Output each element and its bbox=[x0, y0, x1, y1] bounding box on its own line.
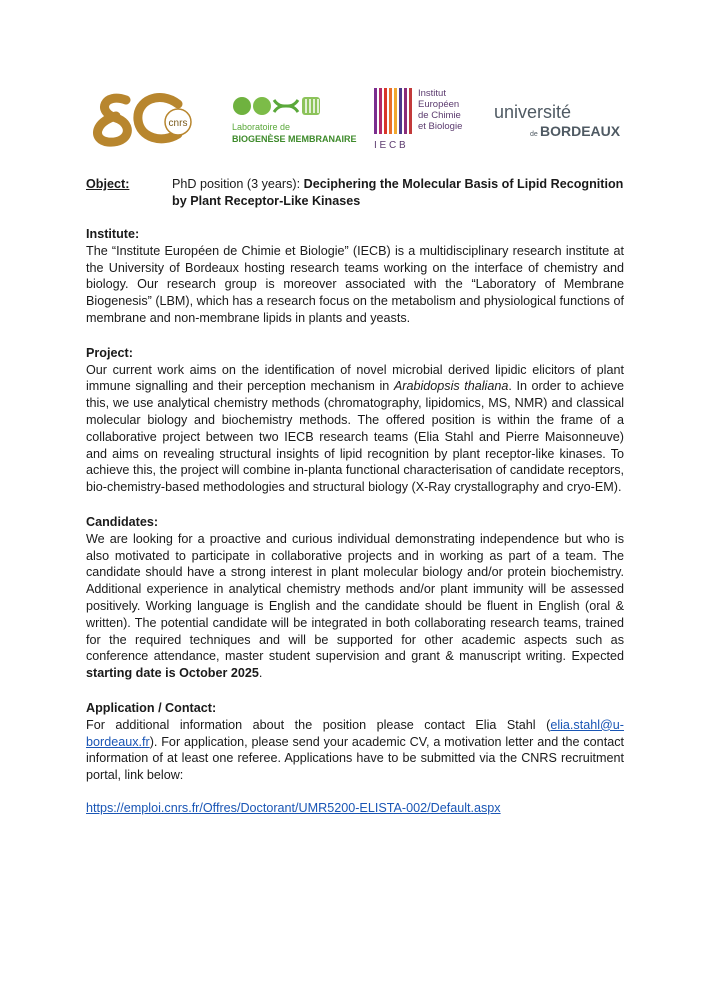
iecb-bars bbox=[374, 88, 412, 134]
object-label: Object: bbox=[86, 177, 130, 191]
cnrs-text: cnrs bbox=[168, 118, 188, 129]
cnrs-logo bbox=[86, 86, 196, 148]
application-text-b: ). For application, please send your academic CV, a motivation letter and the contact information of at least one referee. Applications have to be submitted via the CNRS recruitment portal, link below: bbox=[86, 734, 624, 783]
lbm-emblem bbox=[233, 97, 320, 115]
logo-bar bbox=[86, 86, 626, 156]
institute-heading: Institute: bbox=[86, 227, 140, 241]
project-paragraph bbox=[86, 362, 624, 496]
ub-line2: BORDEAUX bbox=[540, 123, 621, 139]
document-body bbox=[86, 172, 624, 817]
application-heading: Application / Contact: bbox=[86, 700, 217, 715]
project-text-b: . In order to achieve this, we use analytical chemistry methods (chromatography, lipidomics, MS, NMR) and classical molecular biology and biochemistry methods. The offered position is within the frame of a collaborative project between two IECB research teams (Elia Stahl and Pierre Maisonneuve) and aims on revealing structural insights of lipid recognition by plant receptor-like kinases. To achieve this, the project will combine in-planta functional characterisation of candidate receptors, bio-chemistry-based methodologies and structural biology (X-Ray crystallography and cryo-EM). bbox=[86, 379, 625, 495]
object-text bbox=[172, 176, 624, 210]
candidates-end: . bbox=[258, 666, 263, 681]
lbm-line2: BIOGENÈSE MEMBRANAIRE bbox=[232, 134, 357, 144]
iecb-line4: et Biologie bbox=[418, 121, 463, 132]
ub-line1: université bbox=[494, 102, 572, 122]
application-text-a: For additional information about the position please contact Elia Stahl ( bbox=[86, 717, 551, 732]
institute-section bbox=[86, 226, 624, 327]
project-text-a: Our current work aims on the identification of novel microbial derived lipidic elicitors of plant immune signalling and their perception mechanism in bbox=[86, 362, 624, 394]
candidates-text: We are looking for a proactive and curious individual demonstrating independence but who is also motivated to participate in collaborative projects and in working as part of a team. The candidate should have a strong interest in plant molecular biology and/or protein biochemistry. Additional experience in analytical chemistry methods and/or plant immunity will be assessed positively. Working language is English and the candidate should be fluent in English (oral & written). The potential candidate will be integrated in both collaborating research teams, trained for the required techniques and will be supported for other academic aspects such as conference attendance, master student supervision and grant & manuscript writing. Expected bbox=[86, 531, 624, 664]
iecb-line1: Institut bbox=[418, 88, 446, 99]
candidates-section bbox=[86, 514, 624, 682]
candidates-start-date: starting date is October 2025 bbox=[86, 666, 259, 681]
lbm-line1: Laboratoire de bbox=[232, 122, 291, 132]
application-url-line bbox=[86, 800, 624, 817]
lbm-logo bbox=[232, 92, 357, 150]
iecb-logo bbox=[374, 86, 484, 152]
institute-paragraph: The “Institute Européen de Chimie et Biologie” (IECB) is a multidisciplinary research institute at the University of Bordeaux hosting research teams working on the interface of chemistry and biology. Our research group is moreover associated with the “Laboratory of Membrane Biogenesis” (LBM), which has a research focus on the metabolism and physiological functions of membrane and non-membrane lipids in plants and yeasts. bbox=[86, 243, 624, 325]
object-title: Deciphering the Molecular Basis of Lipid Recognition by Plant Receptor-Like Kinases bbox=[172, 177, 624, 208]
application-section bbox=[86, 700, 624, 817]
candidates-heading: Candidates: bbox=[86, 514, 159, 529]
object-prefix: PhD position (3 years): bbox=[172, 177, 304, 191]
iecb-abbr: I E C B bbox=[374, 140, 406, 151]
universite-bordeaux-logo bbox=[494, 102, 626, 142]
contact-email-link[interactable]: elia.stahl@u-bordeaux.fr bbox=[86, 717, 624, 749]
recruitment-portal-link[interactable]: https://emploi.cnrs.fr/Offres/Doctorant/UMR5200-ELISTA-002/Default.aspx bbox=[86, 800, 501, 815]
candidates-paragraph bbox=[86, 531, 624, 682]
ub-line2-prefix: de bbox=[530, 131, 538, 138]
application-paragraph bbox=[86, 717, 624, 784]
project-section bbox=[86, 345, 624, 496]
project-heading: Project: bbox=[86, 345, 133, 360]
project-species: Arabidopsis thaliana bbox=[393, 379, 509, 394]
object-row bbox=[86, 172, 624, 208]
iecb-line3: de Chimie bbox=[418, 110, 461, 121]
iecb-line2: Européen bbox=[418, 99, 460, 110]
